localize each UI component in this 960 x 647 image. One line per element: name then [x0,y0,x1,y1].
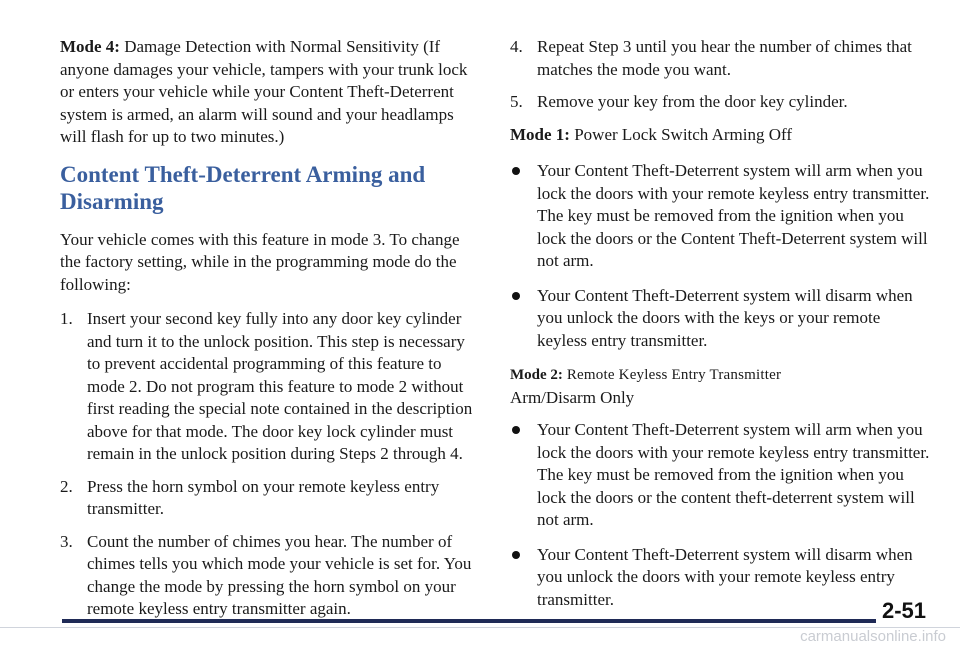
mode1-label: Mode 1: [510,124,570,144]
steps-list-right [510,36,930,114]
bullet-item [510,285,930,353]
mode2-text: Remote Keyless Entry Transmitter [562,367,782,383]
mode2-heading-cont: Arm/Disarm Only [510,387,635,407]
bullet-item [510,419,930,532]
mode1-text: Power Lock Switch Arming Off [569,124,793,144]
step-3 [60,531,482,621]
watermark: carmanualsonline.info [800,628,946,645]
step-1 [60,308,482,466]
step-number: 2. [60,476,73,496]
intro-paragraph: Your vehicle comes with this feature in mode 3. To change the factory setting, while in the programming mode do the following: [60,229,460,294]
step-text: Insert your second key fully into any door key cylinder and turn it to the unlock position. This step is necessary to prevent accidental programming of this feature to mode 2. Do not program this feature to mode 2 without first reading the special note contained in the description above for that mode. The door key lock cylinder must remain in the unlock position during Steps 2 through 4. [87,309,473,463]
mode1-heading [510,124,930,147]
mode4-text: Damage Detection with Normal Sensitivity (If anyone damages your vehicle, tampers with your trunk lock or enters your vehicle while your Content Theft-Deterrent system is armed, an alarm will sound and your headlamps will flash for up to two minutes.) [60,37,468,146]
step-2 [60,476,482,521]
step-text: Press the horn symbol on your remote keyless entry transmitter. [87,476,440,518]
bullet-text: Your Content Theft-Deterrent system will disarm when you unlock the doors with the keys or your remote keyless entry transmitter. [537,285,913,350]
step-number: 3. [60,531,73,551]
bullet-text: Your Content Theft-Deterrent system will arm when you lock the doors with your remote keyless entry transmitter. The key must be removed from the ignition when you lock the doors or the content theft-deterrent system will not arm. [537,420,930,529]
bullet-icon [512,426,520,434]
step-text: Repeat Step 3 until you hear the number of chimes that matches the mode you want. [537,37,912,79]
steps-list-left [60,308,482,621]
step-4 [510,36,930,81]
page-number: 2-51 [881,598,926,623]
step-text: Remove your key from the door key cylinder. [537,92,848,111]
mode4-paragraph [60,36,482,149]
right-column [510,36,930,623]
step-number: 5. [510,92,523,111]
section-heading: Content Theft-Deterrent Arming and Disarming [60,161,426,214]
bullet-text: Your Content Theft-Deterrent system will arm when you lock the doors with your remote keyless entry transmitter. The key must be removed from the ignition when you lock the doors or the Content Theft-Deterrent system will not arm. [537,161,930,270]
bullet-item [510,160,930,273]
footer-rule [62,619,876,623]
bullet-icon [512,292,520,300]
bullet-icon [512,551,520,559]
step-number: 1. [60,309,73,328]
left-column [60,36,482,631]
step-number: 4. [510,37,523,56]
bullet-text: Your Content Theft-Deterrent system will disarm when you unlock the doors with your remote keyless entry transmitter. [537,544,913,609]
step-5 [510,91,930,114]
bullet-icon [512,167,520,175]
mode2-heading [510,364,930,387]
step-text: Count the number of chimes you hear. The number of chimes tells you which mode your vehicle is set for. You change the mode by pressing the horn symbol on your remote keyless entry transmitter again. [87,531,472,618]
mode2-label: Mode 2: [510,367,563,383]
mode4-label: Mode 4: [60,37,120,56]
bullet-item [510,544,930,612]
